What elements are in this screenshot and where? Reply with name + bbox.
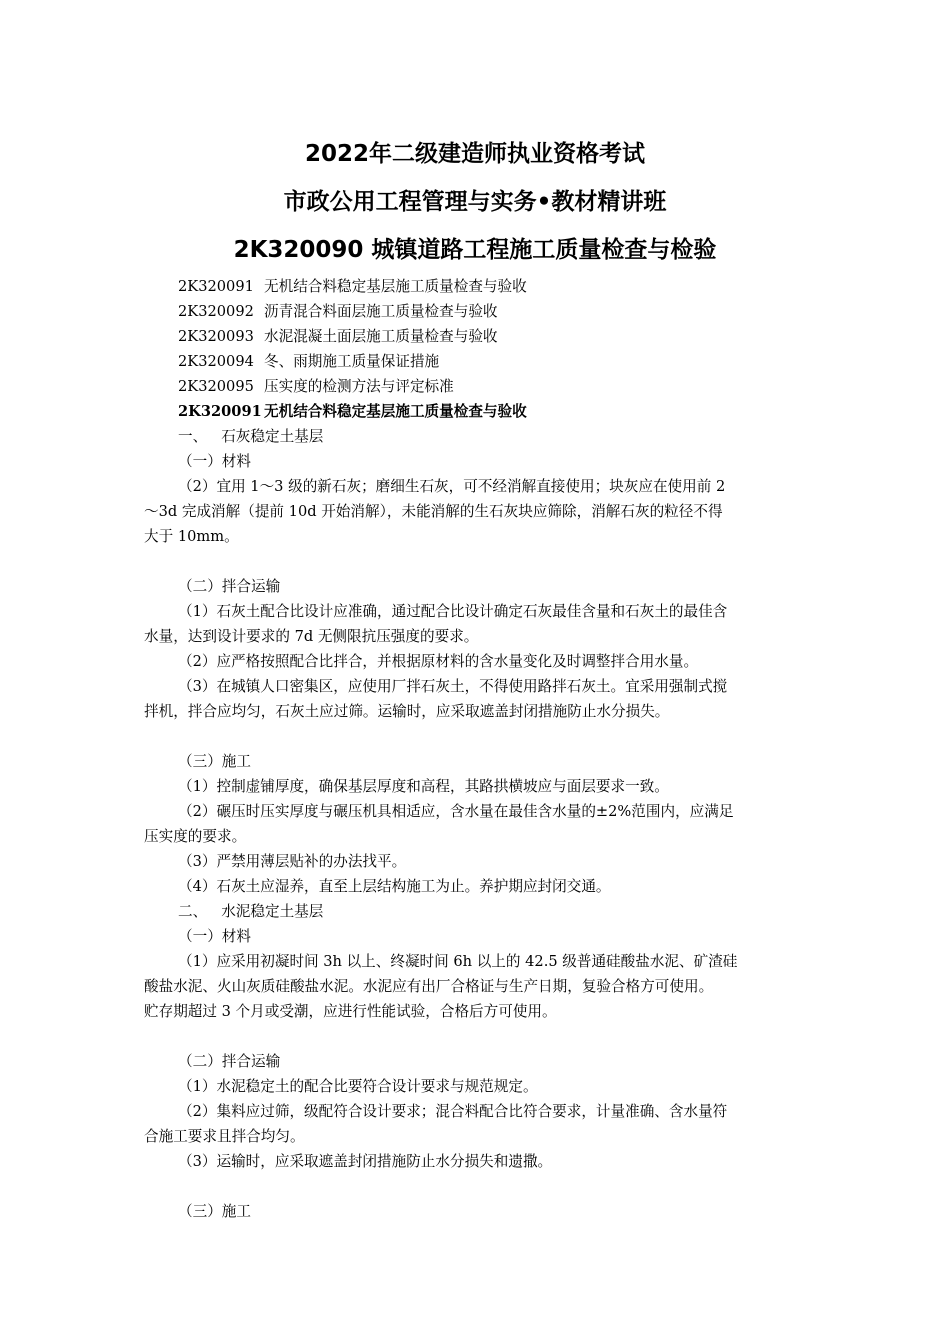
toc-item bbox=[178, 277, 527, 297]
part-title: 石灰稳定土基层 bbox=[221, 428, 324, 445]
toc-text: 压实度的检测方法与评定标准 bbox=[264, 378, 454, 395]
subsection-heading: （二）拌合运输 bbox=[178, 1053, 281, 1070]
toc-item bbox=[178, 377, 454, 397]
paragraph-line: 合施工要求且拌合均匀。 bbox=[144, 1128, 305, 1145]
section-code: 2K320091 bbox=[178, 403, 262, 420]
paragraph-line: （1）控制虚铺厚度，确保基层厚度和高程，其路拱横坡应与面层要求一致。 bbox=[178, 778, 669, 795]
toc-text: 沥青混合料面层施工质量检查与验收 bbox=[264, 303, 498, 320]
subsection-heading: （二）拌合运输 bbox=[178, 578, 281, 595]
toc-code: 2K320091 bbox=[178, 278, 254, 295]
paragraph-line: （3）运输时，应采取遮盖封闭措施防止水分损失和遗撒。 bbox=[178, 1153, 553, 1170]
paragraph-line: （1）石灰土配合比设计应准确，通过配合比设计确定石灰最佳含量和石灰土的最佳含 bbox=[178, 603, 728, 620]
paragraph-line: （2）应严格按照配合比拌合，并根据原材料的含水量变化及时调整拌合用水量。 bbox=[178, 653, 699, 670]
subsection-heading: （三）施工 bbox=[178, 1203, 251, 1220]
paragraph-line: 贮存期超过 3 个月或受潮，应进行性能试验，合格后方可使用。 bbox=[144, 1003, 557, 1020]
paragraph-line: （1）应采用初凝时间 3h 以上、终凝时间 6h 以上的 42.5 级普通硅酸盐水泥、矿渣硅 bbox=[178, 953, 738, 970]
course-title: 市政公用工程管理与实务•教材精讲班 bbox=[283, 189, 667, 215]
section-heading bbox=[178, 402, 527, 422]
paragraph-line: （2）宜用 1～3 级的新石灰；磨细生石灰，可不经消解直接使用；块灰应在使用前 2 bbox=[178, 478, 726, 495]
toc-code: 2K320093 bbox=[178, 328, 254, 345]
paragraph-line: 酸盐水泥、火山灰质硅酸盐水泥。水泥应有出厂合格证与生产日期，复验合格方可使用。 bbox=[144, 978, 714, 995]
toc-item bbox=[178, 327, 498, 347]
part-heading bbox=[178, 427, 323, 447]
paragraph-line: 水量，达到设计要求的 7d 无侧限抗压强度的要求。 bbox=[144, 628, 479, 645]
paragraph-line: （1）水泥稳定土的配合比要符合设计要求与规范规定。 bbox=[178, 1078, 538, 1095]
toc-item bbox=[178, 352, 439, 372]
subsection-heading: （一）材料 bbox=[178, 928, 251, 945]
paragraph-line: （2）碾压时压实厚度与碾压机具相适应，含水量在最佳含水量的±2%范围内，应满足 bbox=[178, 803, 734, 820]
chapter-title: 2K320090 城镇道路工程施工质量检查与检验 bbox=[233, 237, 717, 263]
paragraph-line: ～3d 完成消解（提前 10d 开始消解），未能消解的生石灰块应筛除，消解石灰的粒径不得 bbox=[144, 503, 723, 520]
paragraph-line: （4）石灰土应湿养，直至上层结构施工为止。养护期应封闭交通。 bbox=[178, 878, 611, 895]
paragraph-line: 拌机，拌合应均匀，石灰土应过筛。运输时，应采取遮盖封闭措施防止水分损失。 bbox=[144, 703, 670, 720]
part-heading bbox=[178, 902, 323, 922]
paragraph-line: （3）严禁用薄层贴补的办法找平。 bbox=[178, 853, 407, 870]
subsection-heading: （一）材料 bbox=[178, 453, 251, 470]
toc-text: 冬、雨期施工质量保证措施 bbox=[264, 353, 440, 370]
part-number: 一、 bbox=[178, 428, 208, 445]
toc-code: 2K320092 bbox=[178, 303, 254, 320]
toc-text: 无机结合料稳定基层施工质量检查与验收 bbox=[264, 278, 527, 295]
section-text: 无机结合料稳定基层施工质量检查与验收 bbox=[264, 403, 527, 420]
part-number: 二、 bbox=[178, 903, 208, 920]
toc-code: 2K320095 bbox=[178, 378, 254, 395]
paragraph-line: （2）集料应过筛，级配符合设计要求；混合料配合比符合要求，计量准确、含水量符 bbox=[178, 1103, 728, 1120]
toc-code: 2K320094 bbox=[178, 353, 254, 370]
paragraph-line: （3）在城镇人口密集区，应使用厂拌石灰土，不得使用路拌石灰土。宜采用强制式搅 bbox=[178, 678, 728, 695]
toc-item bbox=[178, 302, 498, 322]
paragraph-line: 压实度的要求。 bbox=[144, 828, 247, 845]
exam-title: 2022年二级建造师执业资格考试 bbox=[304, 141, 645, 167]
toc-text: 水泥混凝土面层施工质量检查与验收 bbox=[264, 328, 498, 345]
part-title: 水泥稳定土基层 bbox=[221, 903, 324, 920]
subsection-heading: （三）施工 bbox=[178, 753, 251, 770]
paragraph-line: 大于 10mm。 bbox=[144, 528, 239, 545]
